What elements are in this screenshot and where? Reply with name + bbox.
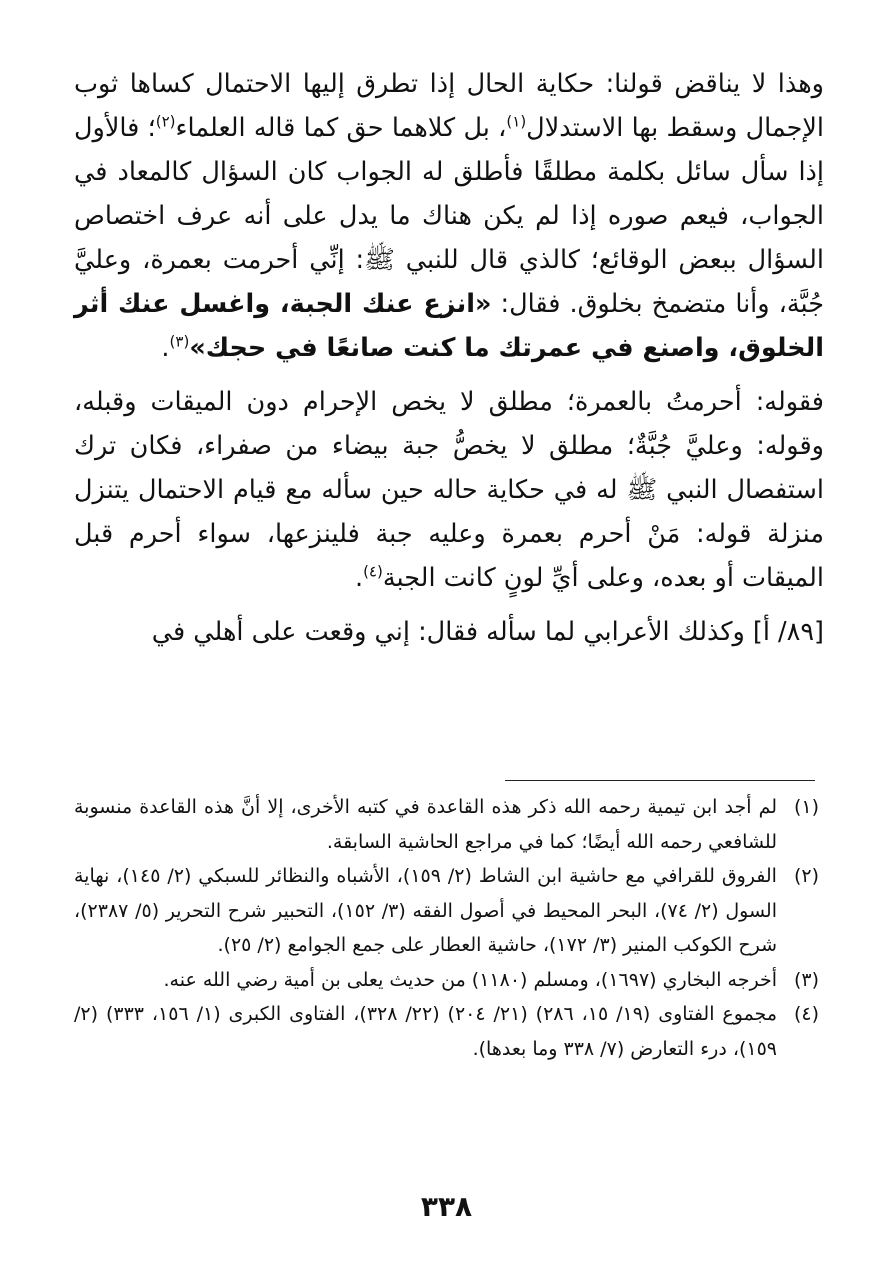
page-number: ٣٣٨ xyxy=(420,1190,473,1223)
footnote-ref-3: (٣) xyxy=(169,332,190,351)
hadith-quote: «انزع عنك الجبة، واغسل عنك أثر الخلوق، واصنع في عمرتك ما كنت صانعًا في حجك» xyxy=(74,289,824,363)
footnote-number: (٢) xyxy=(793,865,819,887)
footnote-ref-4: (٤) xyxy=(363,562,383,581)
footnote-3 xyxy=(74,963,819,998)
paragraph-2-text: فقوله: أحرمتُ بالعمرة؛ مطلق لا يخص الإحرام دون الميقات وقبله، وقوله: وعليَّ جُبَّةٌ؛ مطلق لا يخصُّ جبة بيضاء من صفراء، فكان ترك استفصال النبي ﷺ له في حكاية حاله حين سأله مع قيام الاحتمال يتنزل منزلة قوله: مَنْ أحرم بعمرة وعليه جبة فلينزعها، سواء أحرم قبل الميقات أو بعده، وعلى أيِّ لونٍ كانت الجبة xyxy=(74,387,824,593)
footnote-number: (١) xyxy=(793,796,819,818)
paragraph-1 xyxy=(74,62,824,370)
footnote-1 xyxy=(74,790,819,859)
footnote-2 xyxy=(74,859,819,963)
paragraph-1-text-c: ؛ فالأول إذا سأل سائل بكلمة مطلقًا فأطلق له الجواب كان السؤال كالمعاد في الجواب، فيعم صوره إذا لم يكن هناك ما يدل على أنه عرف اختصاص السؤال ببعض الوقائع؛ كالذي قال للنبي ﷺ: إنِّي أحرمت بعمرة، وعليَّ جُبَّة، وأنا متضمخ بخلوق. فقال: xyxy=(74,113,824,319)
paragraph-2 xyxy=(74,380,824,600)
paragraph-1-text-a: وهذا لا يناقض قولنا: حكاية الحال إذا تطرق إليها الاحتمال كساها ثوب الإجمال وسقط بها الاستدلال xyxy=(74,69,825,143)
paragraph-1-text-b: ، بل كلاهما حق كما قاله العلماء xyxy=(175,113,507,143)
footnote-text: أخرجه البخاري (١٦٩٧)، ومسلم (١١٨٠) من حديث يعلى بن أمية رضي الله عنه. xyxy=(163,968,777,991)
footnote-4 xyxy=(74,997,819,1066)
footnote-ref-1: (١) xyxy=(506,112,527,131)
footnote-text: الفروق للقرافي مع حاشية ابن الشاط (٢/ ١٥٩)، الأشباه والنظائر للسبكي (٢/ ١٤٥)، نهاية السول (٢/ ٧٤)، البحر المحيط في أصول الفقه (٣/ ١٥٢)، التحبير شرح التحرير (٥/ ٢٣٨٧)، شرح الكوكب المنير (٣/ ١٧٢)، حاشية العطار على جمع الجوامع (٢/ ٢٥). xyxy=(74,865,777,956)
main-text xyxy=(74,62,824,654)
footnotes xyxy=(74,790,819,1066)
footnote-number: (٣) xyxy=(793,968,819,991)
footnote-text: لم أجد ابن تيمية رحمه الله ذكر هذه القاعدة في كتبه الأخرى، إلا أنَّ هذه القاعدة منسوبة للشافعي رحمه الله أيضًا؛ كما في مراجع الحاشية السابقة. xyxy=(74,796,777,853)
footnote-text: مجموع الفتاوى (١٩/ ١٥، ٢٨٦) (٢١/ ٢٠٤) (٢٢/ ٣٢٨)، الفتاوى الكبرى (١/ ١٥٦، ٣٣٣) (٢/ ١٥٩)، درء التعارض (٧/ ٣٣٨ وما بعدها). xyxy=(74,1003,777,1060)
paragraph-2-end: . xyxy=(354,563,364,593)
paragraph-3: [٨٩/ أ] وكذلك الأعرابي لما سأله فقال: إني وقعت على أهلي في xyxy=(151,617,824,647)
footnote-ref-2: (٢) xyxy=(155,112,176,131)
footnote-number: (٤) xyxy=(793,1003,819,1025)
paragraph-1-end: . xyxy=(161,333,170,363)
footnote-divider xyxy=(505,780,815,781)
